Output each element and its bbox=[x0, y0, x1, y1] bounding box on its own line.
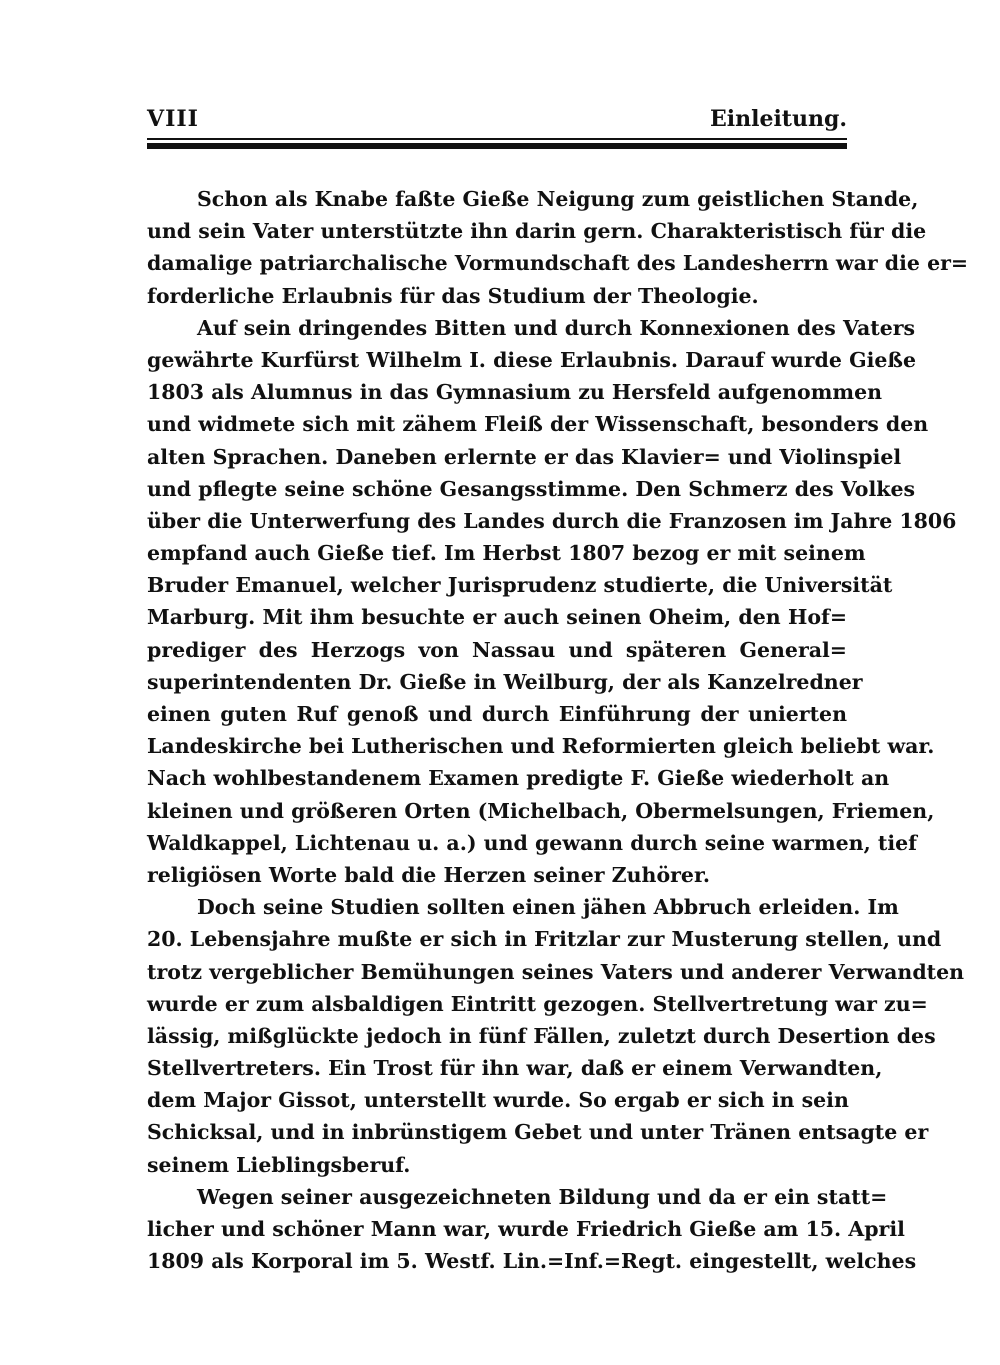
text-line: über die Unterwerfung des Landes durch die Franzosen im Jahre 1806 bbox=[147, 508, 957, 533]
text-line: dem Major Gissot, unterstellt wurde. So ergab er sich in sein bbox=[147, 1088, 849, 1113]
header-rule-thick bbox=[147, 143, 847, 149]
text-line: forderliche Erlaubnis für das Studium der Theologie. bbox=[147, 283, 759, 308]
text-line: seinem Lieblingsberuf. bbox=[147, 1152, 411, 1177]
text-line: Doch seine Studien sollten einen jähen Abbruch erleiden. Im bbox=[197, 895, 899, 920]
text-line: licher und schöner Mann war, wurde Friedrich Gieße am 15. April bbox=[147, 1217, 905, 1241]
text-line: Auf sein dringendes Bitten und durch Konnexionen des Vaters bbox=[197, 315, 916, 340]
text-line: empfand auch Gieße tief. Im Herbst 1807 bezog er mit seinem bbox=[147, 541, 866, 566]
text-line: trotz vergeblicher Bemühungen seines Vaters und anderer Verwandten bbox=[147, 959, 965, 984]
text-line: 1803 als Alumnus in das Gymnasium zu Hersfeld aufgenommen bbox=[147, 380, 883, 405]
text-line: wurde er zum alsbaldigen Eintritt gezogen. Stellvertretung war zu= bbox=[147, 991, 928, 1016]
header-rule-thin bbox=[147, 138, 847, 140]
text-line: Waldkappel, Lichtenau u. a.) und gewann durch seine warmen, tief bbox=[147, 830, 917, 855]
text-line: damalige patriarchalische Vormundschaft des Landesherrn war die er= bbox=[147, 251, 969, 276]
text-line: Stellvertreters. Ein Trost für ihn war, daß er einem Verwandten, bbox=[147, 1056, 883, 1081]
text-line: Bruder Emanuel, welcher Jurisprudenz studierte, die Universität bbox=[147, 573, 893, 598]
page-number: VIII bbox=[147, 106, 199, 132]
text-line: kleinen und größeren Orten (Michelbach, Obermelsungen, Friemen, bbox=[147, 798, 935, 823]
text-line: Schicksal, und in inbrünstigem Gebet und unter Tränen entsagte er bbox=[147, 1120, 929, 1145]
body-text bbox=[147, 183, 969, 1277]
text-line: Marburg. Mit ihm besuchte er auch seinen Oheim, den Hof= bbox=[147, 605, 847, 630]
text-line: gewährte Kurfürst Wilhelm I. diese Erlaubnis. Darauf wurde Gieße bbox=[147, 347, 917, 372]
running-title: Einleitung. bbox=[709, 106, 847, 132]
text-line: Wegen seiner ausgezeichneten Bildung und da er ein statt= bbox=[197, 1184, 888, 1209]
text-line: prediger des Herzogs von Nassau und späteren General= bbox=[147, 637, 847, 662]
text-line: religiösen Worte bald die Herzen seiner Zuhörer. bbox=[147, 862, 711, 887]
text-line: und widmete sich mit zähem Fleiß der Wissenschaft, besonders den bbox=[147, 412, 929, 437]
text-line: alten Sprachen. Daneben erlernte er das Klavier= und Violinspiel bbox=[147, 444, 902, 469]
text-line: superintendenten Dr. Gieße in Weilburg, der als Kanzelredner bbox=[147, 669, 863, 694]
text-line: 20. Lebensjahre mußte er sich in Fritzlar zur Musterung stellen, und bbox=[147, 927, 942, 952]
text-line: einen guten Ruf genoß und durch Einführung der unierten bbox=[147, 702, 847, 726]
text-line: Nach wohlbestandenem Examen predigte F. Gieße wiederholt an bbox=[147, 766, 890, 791]
text-line: 1809 als Korporal im 5. Westf. Lin.=Inf.=Regt. eingestellt, welches bbox=[147, 1249, 917, 1274]
text-line: Schon als Knabe faßte Gieße Neigung zum geistlichen Stande, bbox=[197, 187, 919, 211]
text-line: und pflegte seine schöne Gesangsstimme. Den Schmerz des Volkes bbox=[147, 476, 916, 501]
text-line: lässig, mißglückte jedoch in fünf Fällen, zuletzt durch Desertion des bbox=[147, 1023, 936, 1048]
text-line: und sein Vater unterstützte ihn darin gern. Charakteristisch für die bbox=[147, 219, 927, 244]
text-line: Landeskirche bei Lutherischen und Reformierten gleich beliebt war. bbox=[147, 734, 935, 759]
